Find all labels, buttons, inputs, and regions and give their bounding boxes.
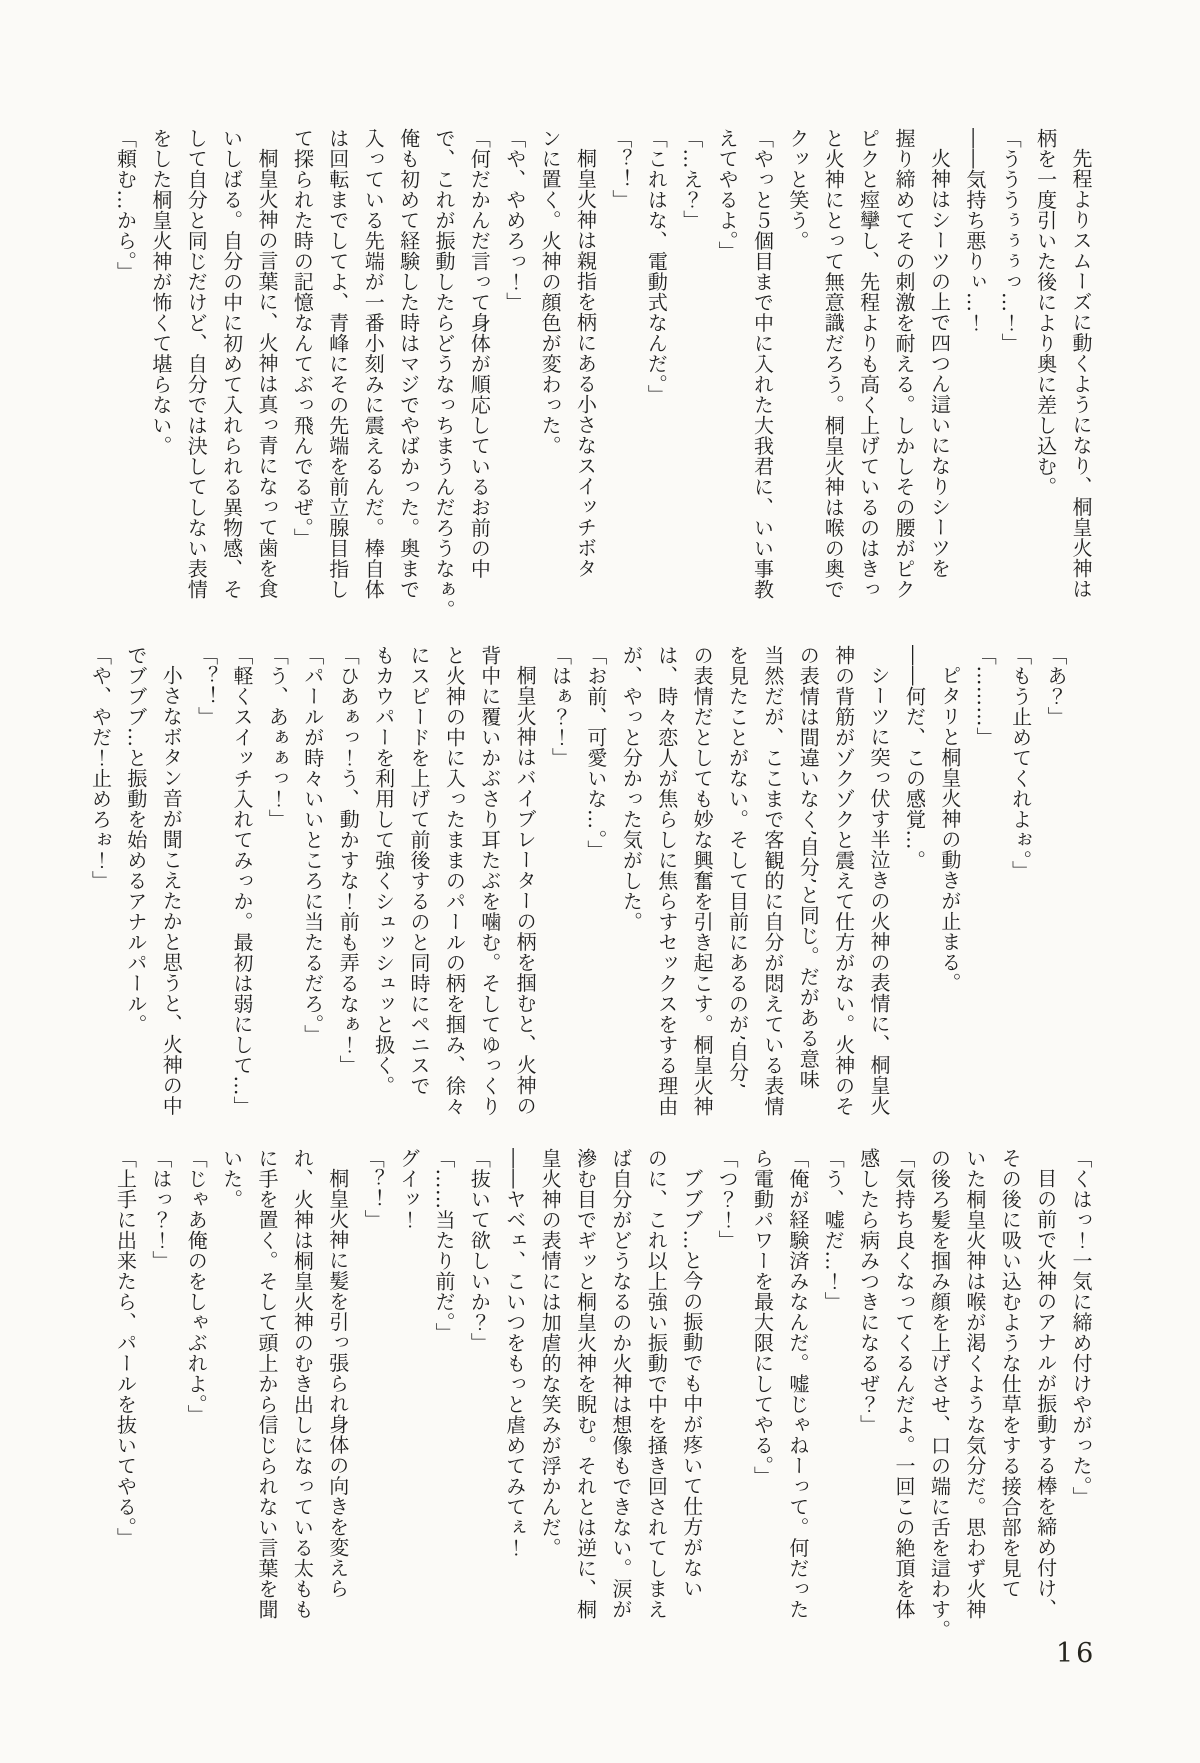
text-column: 桐皇火神に髪を引っ張られ身体の向きを変えら — [325, 1168, 350, 1599]
text-column: 「はぁ？！」 — [548, 645, 573, 768]
text-column: いしばる。自分の中に初めて入れられる異物感、そ — [219, 128, 244, 600]
text-column: 先程よりスムーズに動くようになり、桐皇火神は — [1069, 148, 1093, 599]
text-column: 「はっ？！」 — [148, 1148, 173, 1271]
text-column: 滲む目でギッと桐皇火神を睨む。それとは逆に、桐 — [573, 1148, 598, 1620]
text-block-1 — [107, 128, 1098, 620]
text-column: えてやるよ。」 — [715, 128, 740, 262]
text-column: を見たことがない。そして目前にあるのが’自分’ — [725, 645, 750, 1090]
text-column: ピタリと桐皇火神の動きが止まる。 — [937, 665, 962, 993]
text-column: 背中に覆いかぶさり耳たぶを噛む。そしてゆっくり — [477, 645, 502, 1117]
text-column: ブブブ…と今の振動でも中が疼いて仕方がない — [679, 1168, 704, 1599]
text-column: 神の背筋がゾクゾクと震えて仕方がない。火神のそ — [831, 645, 856, 1117]
text-column: の表情は間違いなく’自分’と同じ。だがある意味 — [796, 645, 821, 1090]
text-column: 「上手に出来たら、パールを抜いてやる。」 — [113, 1148, 138, 1548]
text-column: 桐皇火神は親指を柄にある小さなスイッチボタ — [573, 148, 598, 579]
text-column: 「や、やだ！止めろぉ！」 — [88, 645, 113, 891]
text-column: して自分と同じだけど、自分では決してしない表情 — [184, 128, 209, 600]
text-column: 「……当たり前だ。」 — [431, 1148, 456, 1343]
text-column: でブブブ…と振動を始めるアナルパール。 — [123, 645, 148, 1035]
text-column: のに、これ以上強い振動で中を掻き回されてしまえ — [644, 1148, 669, 1620]
text-column: ら電動パワーを最大限にしてやる。」 — [750, 1148, 775, 1487]
text-column: 「お前、可愛いな…。」 — [583, 645, 608, 861]
text-column: にスピードを上げて前後するのと同時にペニスで — [406, 645, 431, 1096]
text-column: 「つ？！」 — [715, 1148, 740, 1251]
text-column: 「やっと５個目まで中に入れた大我君に、いい事教 — [750, 128, 775, 600]
text-column: 当然だが、ここまで客観的に自分が悶えている表情 — [760, 645, 785, 1117]
text-column: 小さなボタン音が聞こえたかと思うと、火神の中 — [159, 665, 184, 1116]
text-column: 「気持ち良くなってくるんだよ。一回この絶頂を体 — [892, 1148, 917, 1620]
text-column: 「？！」 — [361, 1148, 386, 1230]
text-column: 桐皇火神はバイブレーターの柄を掴むと、火神の — [513, 665, 538, 1116]
text-column: ――何だ、この感覚…。 — [902, 645, 927, 871]
text-column: いた。 — [219, 1148, 244, 1210]
text-column: 「抜いて欲しいか？」 — [467, 1148, 492, 1353]
text-column: は、時々恋人が焦らしに焦らすセックスをする理由 — [654, 645, 679, 1117]
text-column: 「じゃあ俺のをしゃぶれよ。」 — [184, 1148, 209, 1425]
text-block-3 — [107, 1148, 1098, 1640]
text-column: 「う、嘘だ…！」 — [821, 1148, 846, 1312]
text-column: と火神の中に入ったままのパールの柄を掴み、徐々 — [442, 645, 467, 1117]
text-column: が、やっと分かった気がした。 — [619, 645, 644, 932]
text-column: ピクと痙攣し、先程よりも高く上げているのはきっ — [856, 128, 881, 600]
text-column: 入っている先端が一番小刻みに震えるんだ。棒自体 — [361, 128, 386, 600]
text-column: 「何だかんだ言って身体が順応しているお前の中 — [467, 128, 492, 579]
text-column: 俺も初めて経験した時はマジでやばかった。奥まで — [396, 128, 421, 600]
text-column: 「？！」 — [608, 128, 633, 210]
text-column: 桐皇火神の言葉に、火神は真っ青になって歯を食 — [255, 148, 280, 599]
text-column: 「軽くスイッチ入れてみっか。最初は弱にして…」 — [230, 645, 255, 1117]
text-column: いた桐皇火神は喉が渇くような気分だ。思わず火神 — [962, 1148, 987, 1620]
text-column: クッと笑う。 — [785, 128, 810, 251]
text-column: グイッ！ — [396, 1148, 421, 1230]
text-column: その後に吸い込むような仕草をする接合部を見て — [998, 1148, 1023, 1599]
text-column: で、これが振動したらどうなっちまうんだろうなぁ。 — [431, 128, 456, 620]
text-column: もカウパーを利用して強くシュッシュッと扱く。 — [371, 645, 396, 1096]
text-column: 握り締めてその刺激を耐える。しかしその腰がピク — [892, 128, 917, 600]
text-column: 「あ？」 — [1044, 645, 1068, 727]
text-column: 火神はシーツの上で四つん這いになりシーツを — [927, 148, 952, 579]
text-column: て探られた時の記憶なんてぶっ飛んでるぜ。」 — [290, 128, 315, 549]
text-column: ――気持ち悪りぃ…！ — [962, 128, 987, 333]
text-column: シーツに突っ伏す半泣きの火神の表情に、桐皇火 — [867, 665, 892, 1116]
text-column: 「くはっ！一気に締め付けやがった。」 — [1069, 1148, 1093, 1507]
text-column: れ、火神は桐皇火神のむき出しになっている太もも — [290, 1148, 315, 1620]
text-column: の後ろ髪を掴み顔を上げさせ、口の端に舌を這わす。 — [927, 1148, 952, 1640]
text-column: に手を置く。そして頭上から信じられない言葉を聞 — [255, 1148, 280, 1620]
text-column: 「や、やめろっ！」 — [502, 128, 527, 313]
text-column: 「…え？」 — [679, 128, 704, 231]
text-column: 「俺が経験済みなんだ。嘘じゃねーって。何だった — [785, 1148, 810, 1620]
text-column: 「これはな、電動式なんだ。」 — [644, 128, 669, 405]
text-column: ――ヤベェ、こいつをもっと虐めてみてぇ！ — [502, 1148, 527, 1558]
text-column: 「ひあぁっ！う、動かすな！前も弄るなぁ！」 — [336, 645, 361, 1076]
page-number: 16 — [1056, 1638, 1097, 1669]
text-column: は回転までしてよ、青峰にその先端を前立腺目指し — [325, 128, 350, 600]
text-column: 皇火神の表情には加虐的な笑みが浮かんだ。 — [538, 1148, 563, 1558]
text-column: ンに置く。火神の顔色が変わった。 — [538, 128, 563, 456]
text-column: ば自分がどうなるのか火神は想像もできない。涙が — [608, 1148, 633, 1620]
text-column: 「………」 — [973, 645, 998, 748]
text-column: 「パールが時々いいところに当たるだろ。」 — [300, 645, 325, 1045]
text-column: 「？！」 — [194, 645, 219, 727]
text-column: 「う、あぁぁっ！」 — [265, 645, 290, 830]
text-column: をした桐皇火神が怖くて堪らない。 — [148, 128, 173, 456]
text-column: 目の前で火神のアナルが振動する棒を締め付け、 — [1033, 1168, 1058, 1619]
text-column: の表情だとしても妙な興奮を引き起こす。桐皇火神 — [690, 645, 715, 1117]
text-block-2 — [82, 645, 1073, 1117]
text-column: 柄を一度引いた後により奥に差し込む。 — [1033, 128, 1058, 497]
text-column: 感したら病みつきになるぜ？」 — [856, 1148, 881, 1435]
text-column: 「うううぅぅぅっ…！」 — [998, 128, 1023, 354]
text-column: 「頼む…から。」 — [113, 128, 138, 282]
text-column: 「もう止めてくれよぉ。」 — [1008, 645, 1033, 881]
text-column: と火神にとって無意識だろう。桐皇火神は喉の奥で — [821, 128, 846, 600]
